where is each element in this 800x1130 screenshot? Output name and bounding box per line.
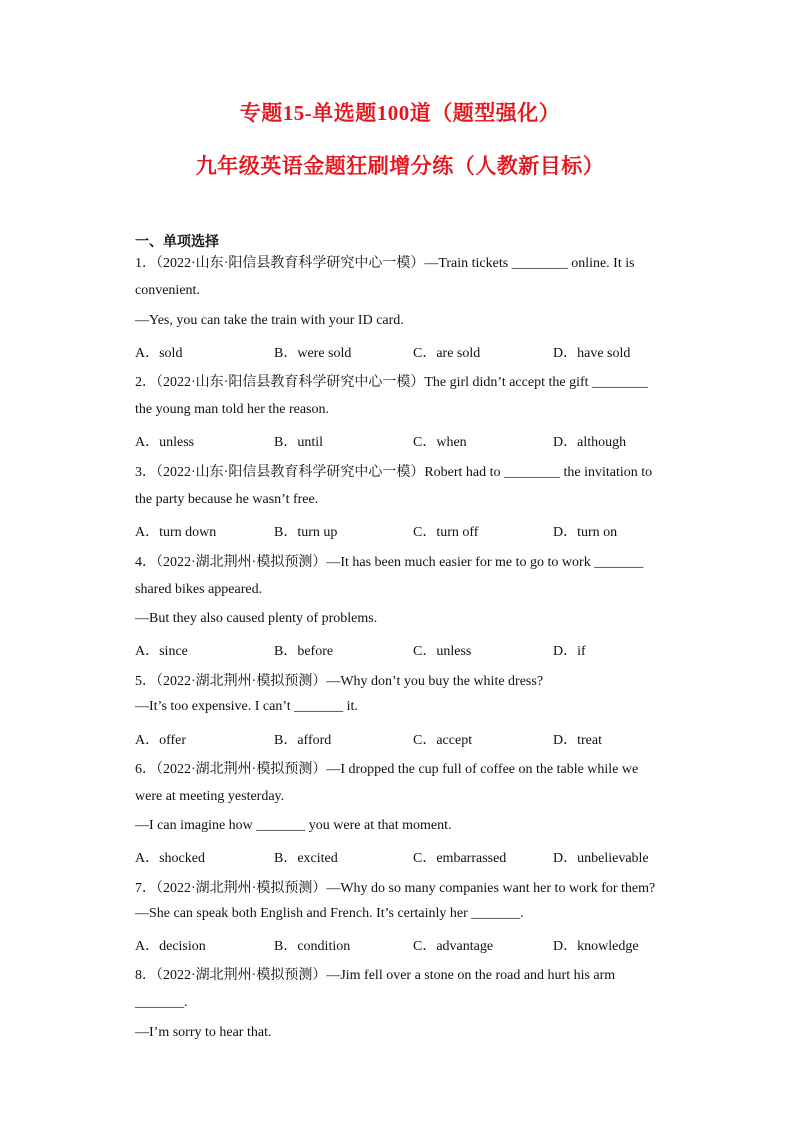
question-3-line-1: 3．（2022·山东·阳信县教育科学研究中心一模）Robert had to ________ the invitation to [135,465,653,480]
question-4-line-1: 4．（2022·湖北荆州·模拟预测）—It has been much easier for me to go to work _______ [135,555,644,570]
question-5-line-2: —It’s too expensive. I can’t _______ it. [135,699,358,714]
question-3-option-a: A．turn down [135,525,217,540]
question-5-option-c: C．accept [413,733,473,748]
question-3-option-d: D．turn on [553,525,618,540]
question-5-option-b: B．afford [274,733,332,748]
question-7-line-2: —She can speak both English and French. It’s certainly her _______. [135,906,524,921]
section-heading: 一、单项选择 [135,235,219,250]
question-1-line-1: 1．（2022·山东·阳信县教育科学研究中心一模）—Train tickets ________ online. It is [135,256,635,271]
question-6-line-2: were at meeting yesterday. [135,789,285,804]
question-6-line-3: —I can imagine how _______ you were at that moment. [135,818,452,833]
question-6-option-d: D．unbelievable [553,851,649,866]
question-5-line-1: 5．（2022·湖北荆州·模拟预测）—Why don’t you buy the white dress? [135,674,544,689]
question-1-option-b: B．were sold [274,346,352,361]
question-7-option-b: B．condition [274,939,351,954]
question-8-line-2: _______. [135,995,188,1010]
question-6-option-b: B．excited [274,851,338,866]
question-7-line-1: 7．（2022·湖北荆州·模拟预测）—Why do so many companies want her to work for them? [135,881,656,896]
question-3-line-2: the party because he wasn’t free. [135,492,319,507]
question-4-option-a: A．since [135,644,188,659]
question-7-option-d: D．knowledge [553,939,639,954]
question-7-option-a: A．decision [135,939,206,954]
question-2-option-c: C．when [413,435,467,450]
question-1-line-3: —Yes, you can take the train with your ID card. [135,313,404,328]
question-2-option-b: B．until [274,435,324,450]
question-7-option-c: C．advantage [413,939,494,954]
question-4-line-2: shared bikes appeared. [135,582,263,597]
question-2-line-1: 2．（2022·山东·阳信县教育科学研究中心一模）The girl didn’t accept the gift ________ [135,375,649,390]
question-2-option-a: A．unless [135,435,195,450]
question-4-option-b: B．before [274,644,334,659]
question-6-option-a: A．shocked [135,851,205,866]
question-1-option-c: C．are sold [413,346,481,361]
question-4-line-3: —But they also caused plenty of problems. [135,611,378,626]
question-5-option-a: A．offer [135,733,187,748]
question-1-option-d: D．have sold [553,346,631,361]
question-3-option-c: C．turn off [413,525,479,540]
question-5-option-d: D．treat [553,733,602,748]
document-title: 专题15-单选题100道（题型强化） [239,101,561,125]
question-6-option-c: C．embarrassed [413,851,507,866]
question-8-line-3: —I’m sorry to hear that. [135,1025,272,1040]
question-1-option-a: A．sold [135,346,183,361]
question-2-line-2: the young man told her the reason. [135,402,330,417]
question-8-line-1: 8．（2022·湖北荆州·模拟预测）—Jim fell over a stone on the road and hurt his arm [135,968,616,983]
question-4-option-d: D．if [553,644,586,659]
question-1-line-2: convenient. [135,283,200,298]
question-4-option-c: C．unless [413,644,472,659]
document-subtitle: 九年级英语金题狂刷增分练（人教新目标） [195,154,605,178]
question-2-option-d: D．although [553,435,627,450]
question-6-line-1: 6．（2022·湖北荆州·模拟预测）—I dropped the cup full of coffee on the table while we [135,762,639,777]
question-3-option-b: B．turn up [274,525,338,540]
